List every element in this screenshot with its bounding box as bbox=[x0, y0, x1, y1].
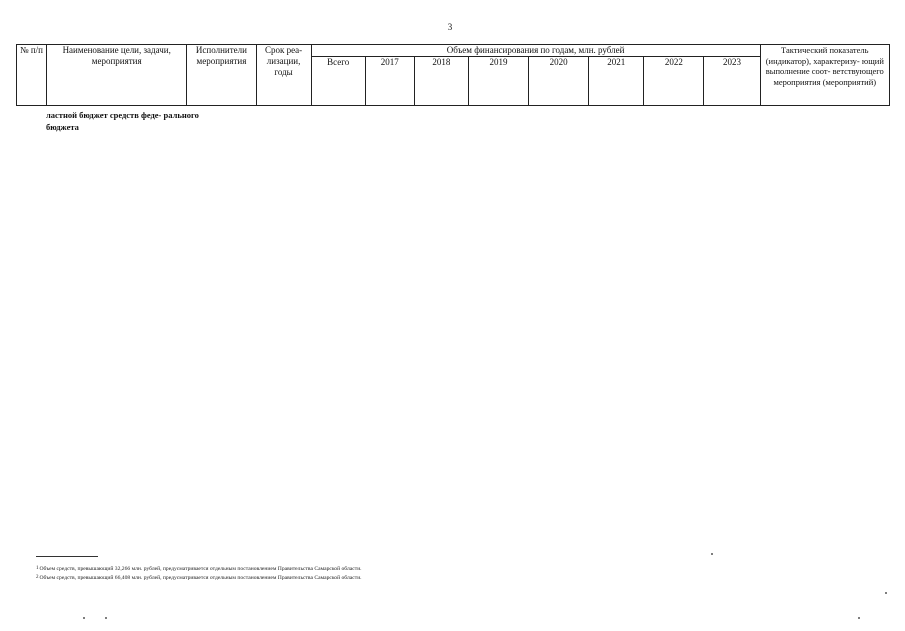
funding-table bbox=[16, 44, 890, 106]
footnotes bbox=[36, 565, 656, 583]
header-funding: Объем финансирования по годам, млн. рублей bbox=[311, 45, 760, 57]
footnote-1 bbox=[36, 565, 656, 574]
scan-speck bbox=[858, 617, 860, 619]
header-year: 2021 bbox=[589, 57, 644, 106]
footnote-text: Объем средств, превышающий 32,266 млн. рублей, предусматривается отдельным постановлением Правительства Самарской области. bbox=[39, 566, 362, 572]
scan-speck bbox=[105, 617, 107, 619]
scan-speck bbox=[885, 592, 887, 594]
footnote-separator bbox=[36, 556, 98, 557]
header-period: Срок реа- лизации, годы bbox=[256, 45, 311, 106]
page-number: 3 bbox=[447, 22, 453, 32]
continuation-text: ластной бюджет средств феде- рального бюджета bbox=[46, 110, 199, 132]
header-indicator: Тактический показатель (индикатор), характеризу- ющий выполнение соот- ветствующего мероприятия (мероприятий) bbox=[760, 45, 889, 106]
footnote-2 bbox=[36, 574, 656, 583]
header-total: Всего bbox=[311, 57, 365, 106]
header-year: 2023 bbox=[704, 57, 760, 106]
scan-speck bbox=[83, 617, 85, 619]
header-name: Наименование цели, задачи, мероприятия bbox=[47, 45, 187, 106]
footnote-text: Объем средств, превышающий 66,408 млн. рублей, предусматривается отдельным постановлением Правительства Самарской области. bbox=[39, 575, 362, 581]
header-executors: Исполнители мероприятия bbox=[187, 45, 256, 106]
header-num: № п/п bbox=[17, 45, 47, 106]
table-header-row bbox=[17, 45, 890, 57]
footnote-mark: 1 bbox=[36, 566, 39, 571]
header-year: 2019 bbox=[468, 57, 528, 106]
header-year: 2020 bbox=[529, 57, 589, 106]
header-year: 2017 bbox=[365, 57, 414, 106]
header-year: 2022 bbox=[644, 57, 704, 106]
footnote-mark: 2 bbox=[36, 575, 39, 580]
scan-speck bbox=[711, 553, 713, 555]
header-year: 2018 bbox=[414, 57, 468, 106]
